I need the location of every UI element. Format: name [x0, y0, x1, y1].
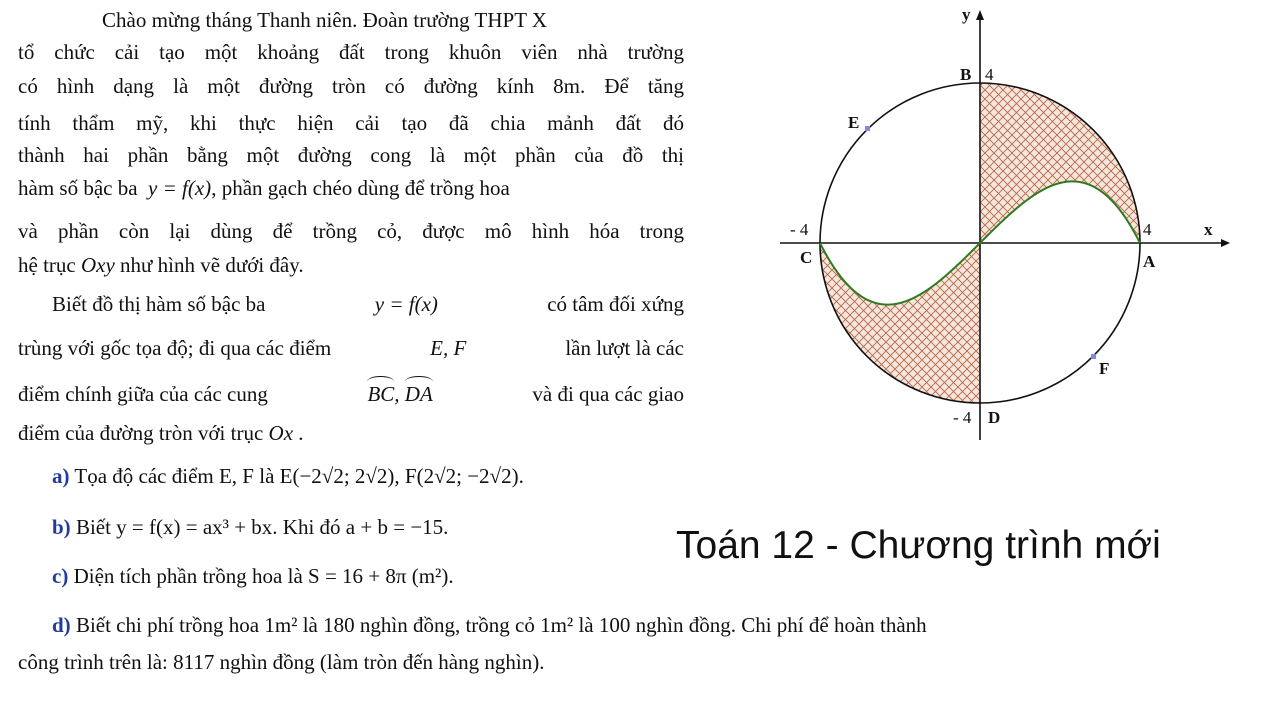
arc-bc: BC — [367, 382, 395, 406]
para2-line-3: điểm chính giữa của các cung BC, DA và đi qua các giao — [18, 382, 684, 406]
intro-line-4: tính thẩm mỹ, khi thực hiện cải tạo đã chia mảnh đất đó — [18, 111, 684, 135]
y-axis-arrow-icon — [976, 10, 984, 20]
point-e-label: E — [848, 113, 860, 132]
coordinate-figure — [760, 0, 1260, 460]
intro-line-6: hàm số bậc ba y = f(x), phần gạch chéo dùng để trồng hoa — [18, 176, 510, 200]
axis-y-label: y — [962, 5, 971, 24]
item-d-continued: công trình trên là: 8117 nghìn đồng (làm tròn đến hàng nghìn). — [18, 650, 545, 674]
tick-neg4-bottom: - 4 — [953, 408, 972, 427]
tick-neg4-left: - 4 — [790, 220, 809, 239]
intro-line-5: thành hai phần bằng một đường cong là một phần của đồ thị — [18, 143, 684, 167]
point-c-label: C — [800, 248, 813, 267]
arc-da: DA — [404, 382, 433, 406]
intro-line-8: hệ trục Oxy như hình vẽ dưới đây. — [18, 253, 304, 277]
point-f-marker — [1091, 354, 1096, 359]
para2-line-4: điểm của đường tròn với trục Ox . — [18, 421, 304, 445]
point-e-marker — [865, 126, 870, 131]
para2-line-1: Biết đồ thị hàm số bậc ba y = f(x) có tâm đối xứng — [52, 292, 684, 316]
point-f-label: F — [1099, 359, 1110, 378]
intro-line-2: tổ chức cải tạo một khoảng đất trong khuôn viên nhà trường — [18, 40, 684, 64]
point-d-label: D — [988, 408, 1001, 427]
tick-4-top: 4 — [985, 65, 994, 84]
intro-line-1: Chào mừng tháng Thanh niên. Đoàn trường THPT X — [102, 8, 548, 32]
axis-x-label: x — [1204, 220, 1213, 239]
point-b-label: B — [960, 65, 972, 84]
point-a-label: A — [1143, 252, 1156, 271]
tick-4-right: 4 — [1143, 220, 1152, 239]
item-b: b) Biết y = f(x) = ax³ + bx. Khi đó a + b = −15. — [52, 515, 449, 539]
para2-line-2: trùng với gốc tọa độ; đi qua các điểm E, F lần lượt là các — [18, 336, 684, 360]
item-a: a) Tọa độ các điểm E, F là E(−2√2; 2√2), F(2√2; −2√2). — [52, 464, 524, 488]
item-d: d) Biết chi phí trồng hoa 1m² là 180 nghìn đồng, trồng cỏ 1m² là 100 nghìn đồng. Chi phí để hoàn thành — [52, 613, 927, 637]
item-c: c) Diện tích phần trồng hoa là S = 16 + 8π (m²). — [52, 564, 454, 588]
course-heading: Toán 12 - Chương trình mới — [676, 524, 1161, 567]
x-axis-arrow-icon — [1221, 239, 1230, 247]
intro-line-7: và phần còn lại dùng để trồng cỏ, được mô hình hóa trong — [18, 219, 684, 243]
intro-line-3: có hình dạng là một đường tròn có đường kính 8m. Để tăng — [18, 74, 684, 98]
